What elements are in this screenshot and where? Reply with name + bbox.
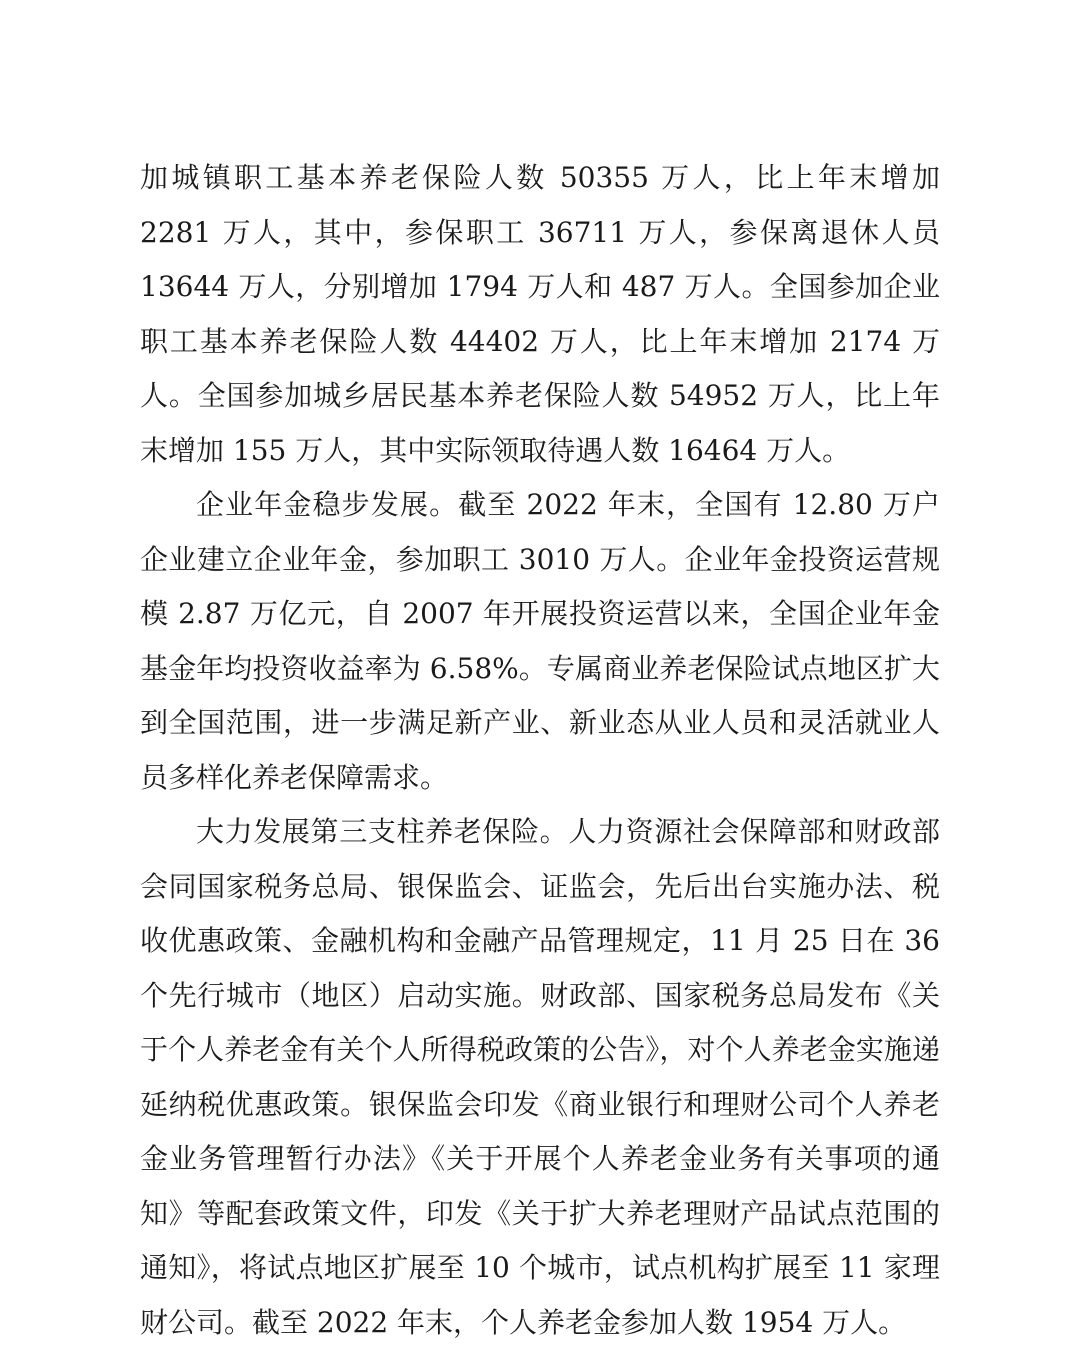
document-body [140,151,940,1350]
paragraph-enterprise-annuity: 企业年金稳步发展。截至 2022 年末，全国有 12.80 万户企业建立企业年金，参加职工 3010 万人。企业年金投资运营规模 2.87 万亿元，自 2007 年开展投资运营以来，全国企业年金基金年均投资收益率为 6.58%。专属商业养老保险试点地区扩大到全国范围，进一步满足新产业、新业态从业人员和灵活就业人员多样化养老保障需求。 [140,488,940,794]
paragraph-third-pillar-pension: 大力发展第三支柱养老保险。人力资源社会保障部和财政部会同国家税务总局、银保监会、证监会，先后出台实施办法、税收优惠政策、金融机构和金融产品管理规定，11 月 25 日在 36 个先行城市（地区）启动实施。财政部、国家税务总局发布《关于个人养老金有关个人所得税政策的公告》，对个人养老金实施递延纳税优惠政策。银保监会印发《商业银行和理财公司个人养老金业务管理暂行办法》《关于开展个人养老金业务有关事项的通知》等配套政策文件，印发《关于扩大养老理财产品试点范围的通知》，将试点地区扩展至 10 个城市，试点机构扩展至 11 家理财公司。截至 2022 年末，个人养老金参加人数 1954 万人。 [140,815,940,1339]
paragraph-pension-enrollment: 加城镇职工基本养老保险人数 50355 万人，比上年末增加 2281 万人，其中，参保职工 36711 万人，参保离退休人员 13644 万人，分别增加 1794 万人和 487 万人。全国参加企业职工基本养老保险人数 44402 万人，比上年末增加 2174 万人。全国参加城乡居民基本养老保险人数 54952 万人，比上年末增加 155 万人，其中实际领取待遇人数 16464 万人。 [140,161,940,467]
